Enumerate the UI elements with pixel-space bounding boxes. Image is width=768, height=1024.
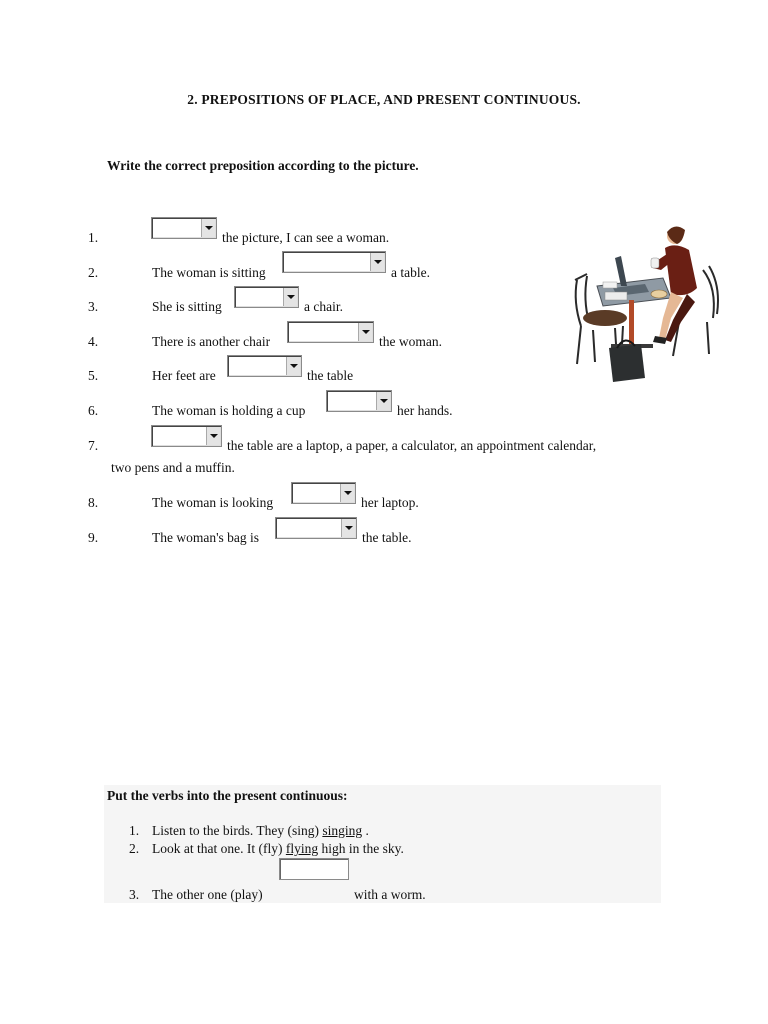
verb-item-prompt: Look at that one. It (fly)	[152, 841, 283, 856]
chevron-down-icon	[286, 357, 300, 375]
item-text-before: The woman's bag is	[152, 530, 260, 545]
verb-item-after: .	[365, 823, 369, 838]
item-text-before: There is another chair	[152, 334, 271, 349]
verb-item-number: 2.	[129, 841, 140, 856]
verb-answer-input[interactable]	[279, 858, 349, 880]
section2-instruction: Put the verbs into the present continuous:	[107, 788, 348, 803]
item-text-before: She is sitting	[152, 299, 222, 314]
item-text-after: a chair.	[304, 299, 343, 314]
item-text-continuation: two pens and a muffin.	[111, 460, 235, 475]
item-text-before: The woman is looking	[152, 495, 274, 510]
item-number: 5.	[88, 368, 99, 383]
item-text-after: the picture, I can see a woman.	[222, 230, 390, 245]
item-number: 3.	[88, 299, 99, 314]
item-text-after: the woman.	[379, 334, 442, 349]
page-title: 2. PREPOSITIONS OF PLACE, AND PRESENT CONTINUOUS.	[187, 92, 581, 107]
verb-item-prompt: Listen to the birds. They (sing)	[152, 823, 319, 838]
item-text-before: Her feet are	[152, 368, 216, 383]
section1-instruction: Write the correct preposition according to the picture.	[107, 158, 419, 173]
preposition-select-2[interactable]	[282, 251, 386, 273]
verb-answer: singing	[322, 823, 363, 838]
verb-item-prompt: The other one (play)	[152, 887, 263, 902]
preposition-select-8[interactable]	[291, 482, 356, 504]
item-number: 7.	[88, 438, 99, 453]
item-number: 6.	[88, 403, 99, 418]
chevron-down-icon	[376, 392, 390, 410]
verb-item-text	[152, 823, 369, 839]
verb-item-text	[152, 841, 404, 857]
preposition-select-5[interactable]	[227, 355, 302, 377]
chevron-down-icon	[370, 253, 384, 271]
item-number: 9.	[88, 530, 99, 545]
woman-at-table-illustration	[567, 222, 721, 384]
preposition-select-7[interactable]	[151, 425, 222, 447]
item-text-after: her laptop.	[361, 495, 419, 510]
item-text-after: the table	[307, 368, 354, 383]
item-number: 4.	[88, 334, 99, 349]
preposition-select-3[interactable]	[234, 286, 299, 308]
item-text-before: The woman is sitting	[152, 265, 266, 280]
item-text-after: the table.	[362, 530, 412, 545]
preposition-select-6[interactable]	[326, 390, 392, 412]
item-number: 2.	[88, 265, 99, 280]
preposition-select-1[interactable]	[151, 217, 217, 239]
chevron-down-icon	[283, 288, 297, 306]
chevron-down-icon	[206, 427, 220, 445]
verb-item-number: 1.	[129, 823, 140, 838]
preposition-select-9[interactable]	[275, 517, 357, 539]
item-text-before: The woman is holding a cup	[152, 403, 306, 418]
preposition-select-4[interactable]	[287, 321, 374, 343]
item-number: 1.	[88, 230, 99, 245]
verb-item-after: with a worm.	[354, 887, 426, 902]
verb-item-after: high in the sky.	[321, 841, 404, 856]
item-text-after: a table.	[391, 265, 430, 280]
item-text-after: the table are a laptop, a paper, a calculator, an appointment calendar,	[227, 438, 597, 453]
chevron-down-icon	[341, 519, 355, 537]
verb-answer: flying	[285, 841, 319, 856]
chevron-down-icon	[340, 484, 354, 502]
verb-item-number: 3.	[129, 887, 140, 902]
chevron-down-icon	[201, 219, 215, 237]
chevron-down-icon	[358, 323, 372, 341]
item-text-after: her hands.	[397, 403, 453, 418]
item-number: 8.	[88, 495, 99, 510]
